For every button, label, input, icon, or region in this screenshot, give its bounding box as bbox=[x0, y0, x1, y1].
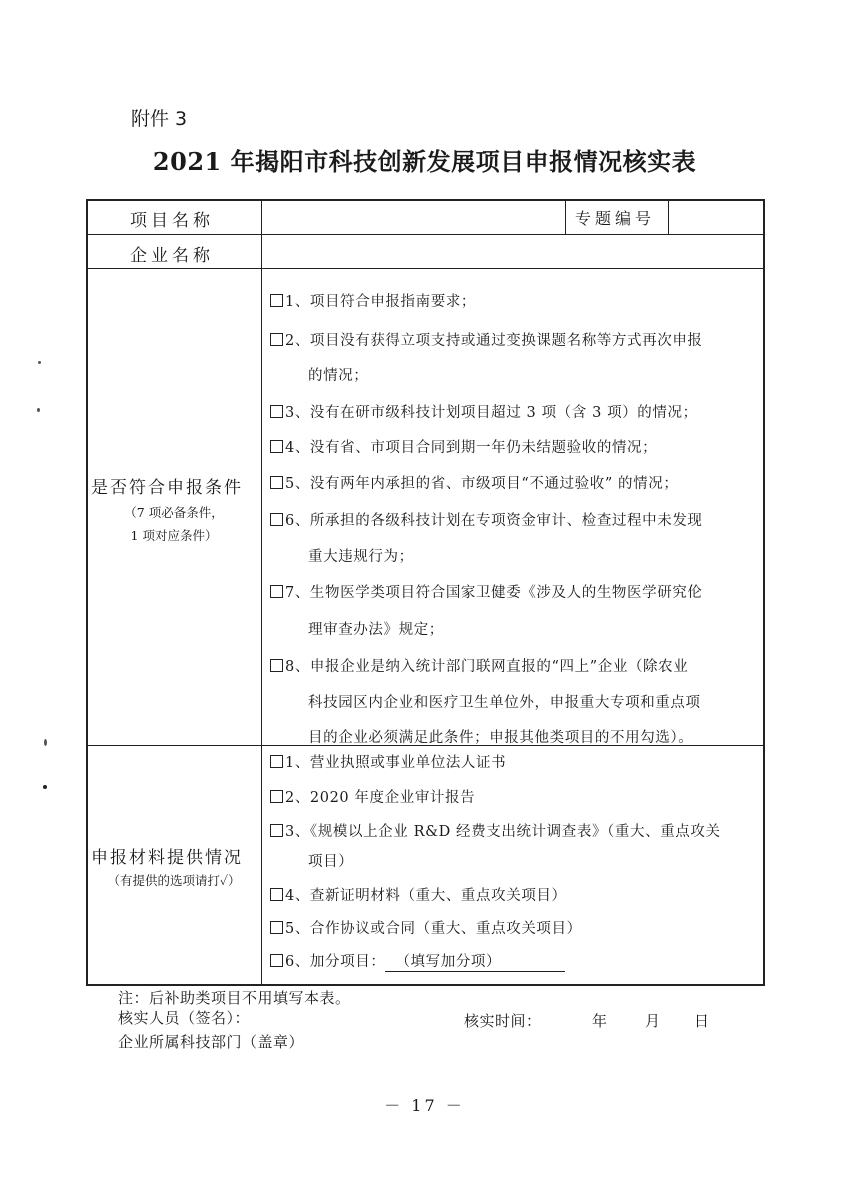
conditions-note: （7 项必备条件， bbox=[124, 505, 224, 520]
material-item-3-cont: 项目） bbox=[308, 854, 354, 870]
attachment-label: 附件 3 bbox=[131, 108, 188, 130]
checkbox[interactable] bbox=[270, 333, 283, 346]
condition-item-8-cont: 科技园区内企业和医疗卫生单位外，申报重大专项和重点项 bbox=[308, 695, 701, 711]
month-label: 月 bbox=[645, 1012, 661, 1030]
condition-item-7-cont: 理审查办法》规定； bbox=[308, 622, 444, 638]
verify-time-label: 核实时间： bbox=[464, 1012, 542, 1030]
table-divider bbox=[86, 234, 765, 235]
page-number: － 17 － bbox=[384, 1096, 465, 1115]
material-item-2[interactable]: 2、2020 年度企业审计报告 bbox=[270, 786, 475, 807]
condition-item-8-cont: 目的企业必须满足此条件；申报其他类项目的不用勾选）。 bbox=[308, 730, 694, 746]
checkbox[interactable] bbox=[270, 824, 283, 837]
condition-item-3[interactable]: 3、没有在研市级科技计划项目超过 3 项（含 3 项）的情况； bbox=[270, 401, 698, 422]
scan-speck bbox=[44, 739, 47, 746]
company-name-field[interactable] bbox=[263, 236, 762, 267]
topic-number-label: 专题编号 bbox=[575, 209, 656, 228]
checkbox[interactable] bbox=[270, 790, 283, 803]
table-border-bottom bbox=[86, 984, 765, 986]
checkbox[interactable] bbox=[270, 585, 283, 598]
condition-item-4[interactable]: 4、没有省、市项目合同到期一年仍未结题验收的情况； bbox=[270, 436, 657, 457]
materials-note: （有提供的选项请打✓） bbox=[107, 873, 241, 888]
table-divider bbox=[86, 268, 765, 269]
condition-item-7[interactable]: 7、生物医学类项目符合国家卫健委《涉及人的生物医学研究伦 bbox=[270, 581, 703, 602]
project-name-field[interactable] bbox=[263, 201, 564, 233]
table-column-divider bbox=[565, 199, 566, 235]
conditions-label: 是否符合申报条件 bbox=[91, 478, 243, 498]
material-item-5[interactable]: 5、合作协议或合同（重大、重点攻关项目） bbox=[270, 917, 582, 938]
footer-note: 注：后补助类项目不用填写本表。 bbox=[118, 989, 351, 1007]
scan-speck bbox=[38, 361, 41, 364]
page-title: 2021 年揭阳市科技创新发展项目申报情况核实表 bbox=[152, 147, 697, 176]
checkbox[interactable] bbox=[270, 513, 283, 526]
conditions-note: 1 项对应条件） bbox=[130, 528, 218, 543]
condition-item-8[interactable]: 8、申报企业是纳入统计部门联网直报的“四上”企业（除农业 bbox=[270, 655, 688, 676]
condition-item-6-cont: 重大违规行为； bbox=[308, 549, 414, 565]
checkbox[interactable] bbox=[270, 921, 283, 934]
checkbox[interactable] bbox=[270, 755, 283, 768]
checkbox[interactable] bbox=[270, 954, 283, 967]
topic-number-field[interactable] bbox=[670, 201, 762, 233]
material-item-6[interactable]: 6、加分项目： （填写加分项） bbox=[270, 950, 565, 972]
condition-item-2[interactable]: 2、项目没有获得立项支持或通过变换课题名称等方式再次申报 bbox=[270, 329, 703, 350]
year-label: 年 bbox=[592, 1012, 608, 1030]
checkbox[interactable] bbox=[270, 294, 283, 307]
materials-label: 申报材料提供情况 bbox=[91, 848, 243, 868]
department-label: 企业所属科技部门（盖章） bbox=[118, 1033, 305, 1051]
condition-item-2-cont: 的情况； bbox=[308, 368, 369, 384]
condition-item-1[interactable]: 1、项目符合申报指南要求； bbox=[270, 290, 476, 311]
checkbox[interactable] bbox=[270, 476, 283, 489]
condition-item-5[interactable]: 5、没有两年内承担的省、市级项目“不通过验收” 的情况； bbox=[270, 472, 678, 493]
material-item-4[interactable]: 4、查新证明材料（重大、重点攻关项目） bbox=[270, 884, 567, 905]
material-item-3[interactable]: 3、《规模以上企业 R&D 经费支出统计调查表》（重大、重点攻关 bbox=[270, 820, 721, 841]
day-label: 日 bbox=[694, 1012, 710, 1030]
verifier-label: 核实人员（签名）： bbox=[118, 1009, 251, 1027]
company-name-label: 企业名称 bbox=[130, 246, 214, 266]
checkbox[interactable] bbox=[270, 405, 283, 418]
material-item-1[interactable]: 1、营业执照或事业单位法人证书 bbox=[270, 751, 506, 772]
checkbox[interactable] bbox=[270, 440, 283, 453]
scan-speck bbox=[43, 785, 47, 789]
scan-speck bbox=[37, 408, 40, 412]
checkbox[interactable] bbox=[270, 888, 283, 901]
project-name-label: 项目名称 bbox=[130, 211, 214, 231]
condition-item-6[interactable]: 6、所承担的各级科技计划在专项资金审计、检查过程中未发现 bbox=[270, 509, 703, 530]
checkbox[interactable] bbox=[270, 659, 283, 672]
table-border-left bbox=[86, 199, 88, 986]
table-column-divider bbox=[668, 199, 669, 235]
table-border-right bbox=[763, 199, 765, 986]
table-column-divider bbox=[261, 199, 262, 986]
bonus-fill-field[interactable]: （填写加分项） bbox=[385, 950, 565, 972]
